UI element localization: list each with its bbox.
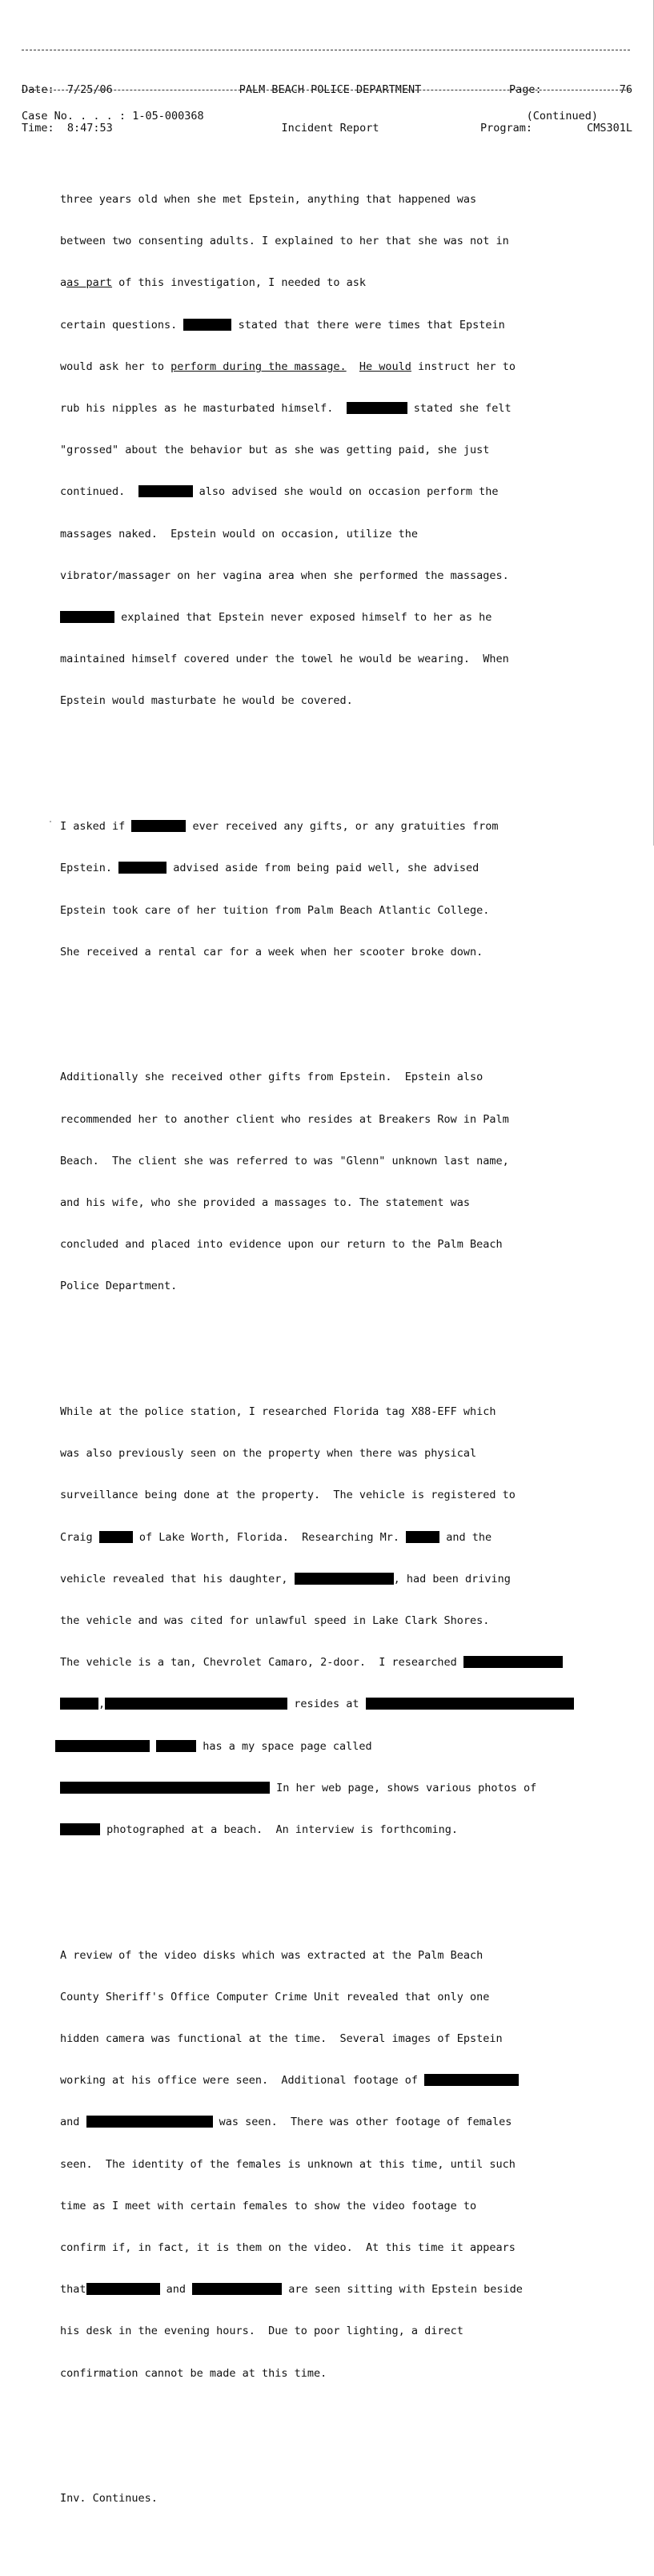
time-label: Time: bbox=[22, 122, 54, 135]
text-line bbox=[60, 485, 612, 499]
text-line bbox=[60, 2116, 612, 2129]
report-type: Incident Report bbox=[281, 122, 379, 135]
text-line: three years old when she met Epstein, anything that happened was bbox=[60, 193, 477, 207]
underlined-text: He would bbox=[359, 360, 411, 373]
text-line: seen. The identity of the females is unknown at this time, until such bbox=[60, 2157, 516, 2171]
text-segment: instruct her to bbox=[411, 360, 516, 373]
text-line: Epstein took care of her tuition from Palm Beach Atlantic College. bbox=[60, 903, 490, 917]
case-number-line bbox=[22, 110, 598, 123]
text-line: maintained himself covered under the towel he would be wearing. When bbox=[60, 653, 509, 666]
text-segment: In her web page, shows various photos of bbox=[276, 1781, 537, 1794]
scan-dot-mark bbox=[50, 821, 51, 822]
text-line: recommended her to another client who resides at Breakers Row in Palm bbox=[60, 1112, 509, 1126]
text-segment: are seen sitting with Epstein beside bbox=[282, 2283, 523, 2297]
paragraph-3 bbox=[60, 1043, 612, 1322]
text-segment: advised aside from being paid well, she advised bbox=[167, 862, 479, 875]
text-line: She received a rental car for a week when her scooter broke down. bbox=[60, 945, 483, 958]
text-segment: has a my space page called bbox=[203, 1739, 372, 1753]
text-line bbox=[60, 402, 612, 416]
redaction-box bbox=[138, 485, 193, 497]
case-label: Case No. . . . : bbox=[22, 110, 126, 123]
text-line bbox=[60, 1782, 612, 1795]
redaction-box bbox=[463, 1656, 563, 1668]
text-segment: continued. bbox=[60, 485, 138, 499]
text-line: concluded and placed into evidence upon our return to the Palm Beach bbox=[60, 1238, 503, 1252]
redaction-box bbox=[366, 1698, 574, 1710]
text-segment: I asked if bbox=[60, 820, 132, 834]
redaction-box bbox=[55, 1740, 150, 1752]
page-label: Page: bbox=[509, 83, 542, 96]
text-segment: resides at bbox=[287, 1698, 359, 1711]
text-line bbox=[60, 1698, 612, 1711]
text-line: confirmation cannot be made at this time. bbox=[60, 2366, 327, 2380]
redaction-box bbox=[156, 1740, 196, 1752]
paragraph-1 bbox=[60, 165, 612, 736]
redaction-box bbox=[192, 2283, 282, 2295]
text-segment: of Lake Worth, Florida. Researching Mr. bbox=[132, 1530, 407, 1544]
text-line: confirm if, in fact, it is them on the video. At this time it appears bbox=[60, 2241, 516, 2255]
text-segment: The vehicle is a tan, Chevrolet Camaro, 2-door. I researched bbox=[60, 1656, 457, 1670]
text-segment: explained that Epstein never exposed himself to her as he bbox=[114, 611, 492, 625]
redaction-box bbox=[131, 820, 186, 832]
redaction-box bbox=[406, 1531, 439, 1543]
text-segment: a bbox=[60, 276, 67, 290]
text-line bbox=[60, 820, 612, 834]
text-line: massages naked. Epstein would on occasion, utilize the bbox=[60, 527, 419, 541]
text-line: Additionally she received other gifts from Epstein. Epstein also bbox=[60, 1071, 483, 1084]
text-line: time as I meet with certain females to show the video footage to bbox=[60, 2199, 477, 2212]
underlined-text: perform during the massage. bbox=[171, 360, 347, 373]
text-segment: that bbox=[60, 2283, 86, 2297]
date-value: 7/25/06 bbox=[66, 83, 113, 96]
text-segment: Craig bbox=[60, 1530, 99, 1544]
underlined-text: as part bbox=[66, 276, 113, 290]
redaction-box bbox=[86, 2116, 213, 2128]
text-segment: and bbox=[60, 2116, 86, 2129]
case-number: 1-05-000368 bbox=[132, 110, 204, 123]
text-segment: photographed at a beach. An interview is forthcoming. bbox=[106, 1823, 459, 1836]
text-segment: rub his nipples as he masturbated himself. bbox=[60, 402, 347, 416]
report-body bbox=[60, 123, 612, 2576]
redaction-box bbox=[60, 1823, 100, 1835]
text-segment: Epstein. bbox=[60, 862, 119, 875]
redaction-box bbox=[295, 1573, 394, 1585]
text-line: Police Department. bbox=[60, 1280, 178, 1293]
text-segment: would ask her to bbox=[60, 360, 171, 373]
text-segment: vehicle revealed that his daughter, bbox=[60, 1572, 295, 1585]
program-label: Program: bbox=[480, 122, 533, 135]
text-segment: , had been driving bbox=[393, 1572, 511, 1585]
text-segment: ever received any gifts, or any gratuities from bbox=[186, 820, 499, 834]
paragraph-2 bbox=[60, 792, 612, 987]
text-line: surveillance being done at the property. The vehicle is registered to bbox=[60, 1489, 516, 1502]
text-line: While at the police station, I researched Florida tag X88-EFF which bbox=[60, 1405, 496, 1418]
text-segment: working at his office were seen. Additional footage of bbox=[60, 2074, 419, 2088]
paragraph-4 bbox=[60, 1377, 612, 1865]
text-segment: was seen. There was other footage of females bbox=[212, 2116, 512, 2129]
redaction-box bbox=[105, 1698, 287, 1710]
text-segment: of this investigation, I needed to ask bbox=[112, 276, 367, 290]
redaction-box bbox=[99, 1531, 133, 1543]
text-line bbox=[55, 1740, 612, 1754]
text-line: "grossed" about the behavior but as she was getting paid, she just bbox=[60, 444, 490, 457]
text-segment: also advised she would on occasion perform the bbox=[192, 485, 499, 499]
text-line bbox=[60, 1656, 612, 1670]
text-line bbox=[60, 2283, 612, 2297]
text-line: between two consenting adults. I explained to her that she was not in bbox=[60, 235, 509, 248]
text-line bbox=[60, 611, 612, 625]
page-number: 76 bbox=[619, 83, 632, 96]
text-segment: stated that there were times that Epstein bbox=[238, 318, 505, 332]
text-line: A review of the video disks which was extracted at the Palm Beach bbox=[60, 1948, 483, 1962]
redaction-box bbox=[118, 862, 167, 874]
text-line: County Sheriff's Office Computer Crime Unit revealed that only one bbox=[60, 1990, 490, 2003]
redaction-box bbox=[86, 2283, 160, 2295]
text-segment: and the bbox=[439, 1530, 492, 1544]
redaction-box bbox=[60, 1698, 98, 1710]
text-line bbox=[60, 1531, 612, 1545]
text-segment: and bbox=[159, 2283, 193, 2297]
program-code: CMS301L bbox=[587, 122, 632, 135]
date-label: Date: bbox=[22, 83, 54, 96]
text-line bbox=[60, 319, 612, 332]
text-line bbox=[60, 1573, 612, 1586]
redaction-box bbox=[60, 1782, 270, 1794]
text-line: the vehicle and was cited for unlawful speed in Lake Clark Shores. bbox=[60, 1614, 490, 1627]
time-value: 8:47:53 bbox=[66, 122, 113, 135]
text-line: and his wife, who she provided a massages to. The statement was bbox=[60, 1196, 471, 1209]
redaction-box bbox=[60, 611, 114, 623]
text-line bbox=[60, 862, 612, 875]
closing-paragraph bbox=[60, 2464, 612, 2534]
redaction-box bbox=[183, 319, 231, 331]
text-line: vibrator/massager on her vagina area when she performed the massages. bbox=[60, 569, 509, 582]
redaction-box bbox=[347, 402, 407, 414]
text-line: Epstein would masturbate he would be covered. bbox=[60, 694, 353, 708]
case-status: (Continued) bbox=[526, 110, 598, 123]
paragraph-5 bbox=[60, 1921, 612, 2409]
text-line: was also previously seen on the property when there was physical bbox=[60, 1447, 477, 1461]
text-line: Beach. The client she was referred to was "Glenn" unknown last name, bbox=[60, 1154, 509, 1167]
text-line bbox=[60, 276, 612, 290]
text-line bbox=[60, 360, 612, 374]
text-segment: certain questions. bbox=[60, 318, 184, 332]
closing-line: Inv. Continues. bbox=[60, 2492, 158, 2506]
text-segment bbox=[347, 360, 359, 373]
department-name: PALM BEACH POLICE DEPARTMENT bbox=[239, 83, 422, 96]
text-line: hidden camera was functional at the time. Several images of Epstein bbox=[60, 2032, 503, 2046]
text-segment: , bbox=[98, 1698, 106, 1711]
text-segment: stated she felt bbox=[407, 402, 512, 416]
text-line bbox=[60, 2074, 612, 2088]
text-line: his desk in the evening hours. Due to poor lighting, a direct bbox=[60, 2325, 463, 2338]
redaction-box bbox=[424, 2074, 519, 2086]
text-line bbox=[60, 1823, 612, 1837]
